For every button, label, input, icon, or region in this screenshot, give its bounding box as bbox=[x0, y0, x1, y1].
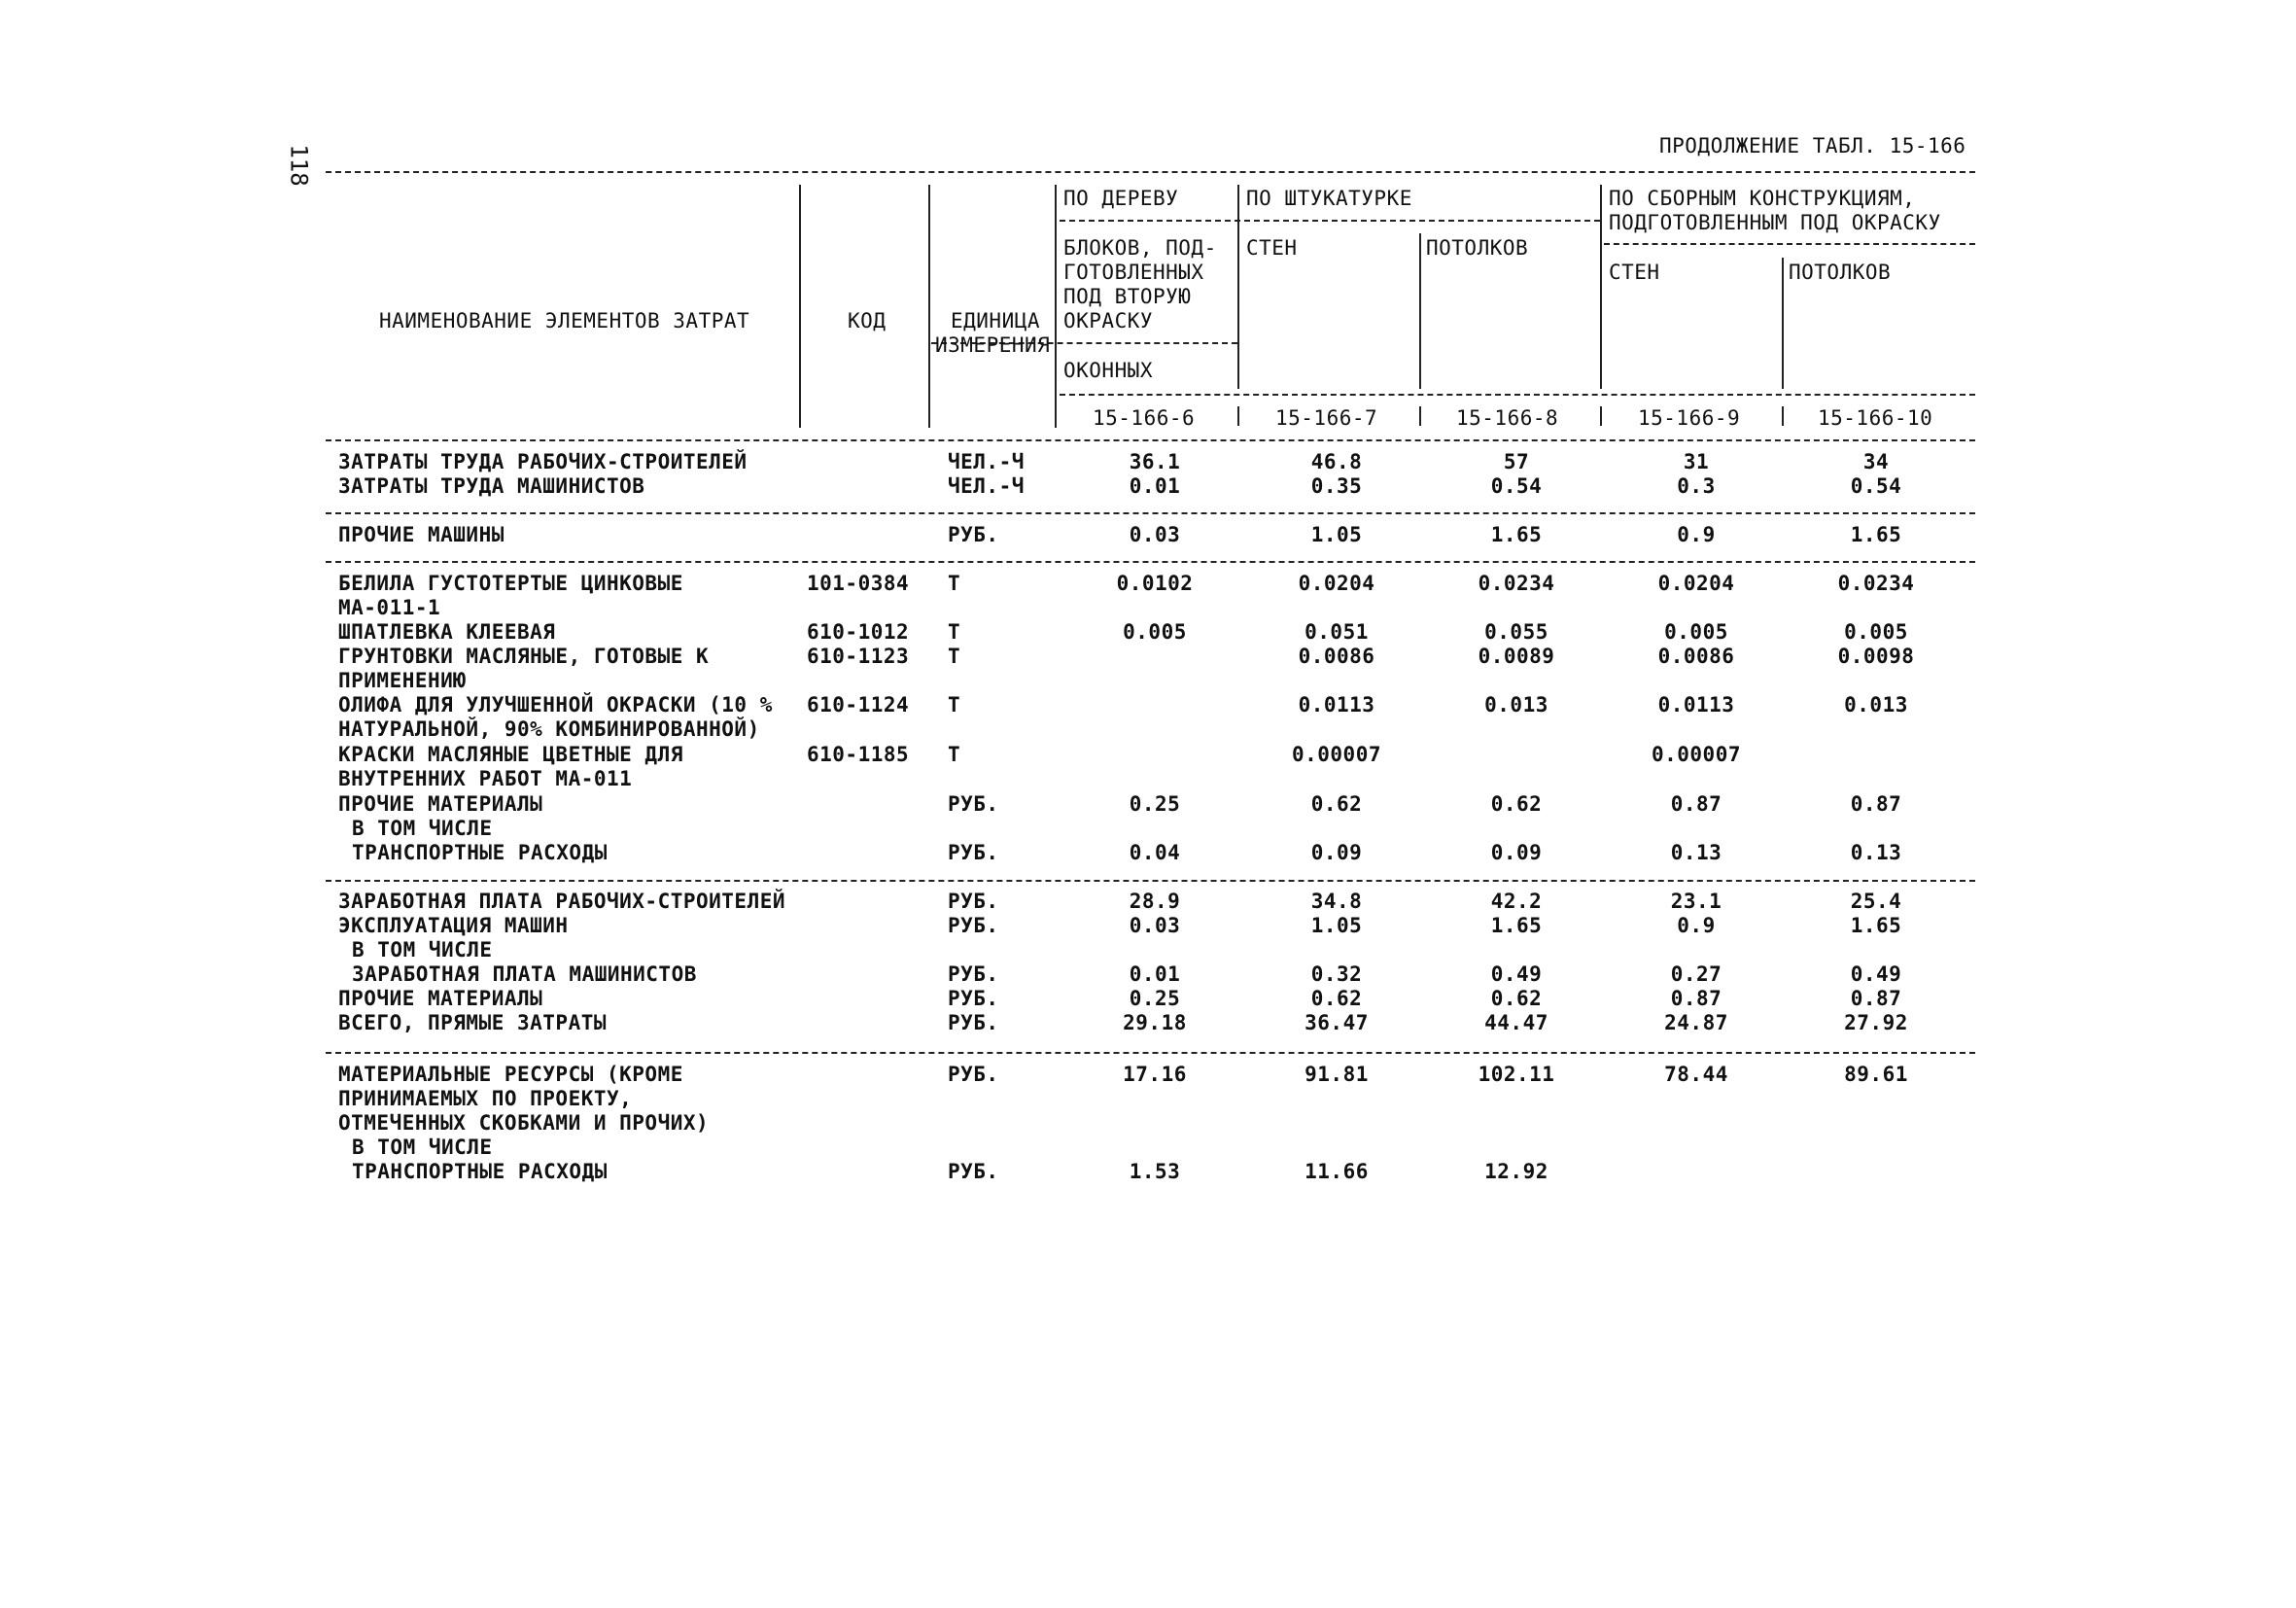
row-value: 0.25 bbox=[1129, 987, 1181, 1010]
row-value: 0.013 bbox=[1844, 693, 1908, 717]
row-value: 0.005 bbox=[1844, 620, 1908, 644]
row-value: 25.4 bbox=[1850, 890, 1902, 913]
row-name: ОТМЕЧЕННЫХ СКОБКАМИ И ПРОЧИХ) bbox=[338, 1111, 710, 1135]
row-value: 0.055 bbox=[1484, 620, 1548, 644]
row-value: 0.09 bbox=[1310, 841, 1363, 864]
row-value: 0.54 bbox=[1490, 474, 1543, 498]
header-prefab-2: ПОДГОТОВЛЕННЫМ ПОД ОКРАСКУ bbox=[1609, 211, 1941, 234]
row-value: 0.00007 bbox=[1291, 743, 1381, 766]
row-value: 46.8 bbox=[1310, 450, 1363, 473]
row-name: МА-011-1 bbox=[338, 596, 441, 619]
row-value: 36.47 bbox=[1305, 1011, 1369, 1034]
row-value: 0.0086 bbox=[1657, 645, 1735, 668]
row-unit: РУБ. bbox=[948, 792, 999, 816]
header-plaster-ceil: ПОТОЛКОВ bbox=[1426, 236, 1529, 260]
row-name: ЗАТРАТЫ ТРУДА РАБОЧИХ-СТРОИТЕЛЕЙ bbox=[338, 450, 748, 473]
row-unit: ЧЕЛ.-Ч bbox=[948, 474, 1025, 498]
row-name: ЗАТРАТЫ ТРУДА МАШИНИСТОВ bbox=[338, 474, 645, 498]
header-unit-2: ИЗМЕРЕНИЯ bbox=[935, 333, 1051, 357]
row-unit: Т bbox=[948, 620, 961, 644]
row-value: 102.11 bbox=[1478, 1063, 1555, 1086]
header-prefab-ceil: ПОТОЛКОВ bbox=[1789, 261, 1892, 284]
row-code: 101-0384 bbox=[807, 572, 910, 595]
row-value: 1.05 bbox=[1310, 523, 1363, 546]
row-value: 12.92 bbox=[1484, 1160, 1548, 1183]
row-value: 0.0102 bbox=[1116, 572, 1194, 595]
row-value: 0.01 bbox=[1129, 474, 1181, 498]
row-code: 610-1185 bbox=[807, 743, 910, 766]
row-name: В ТОМ ЧИСЛЕ bbox=[352, 817, 493, 840]
row-unit: Т bbox=[948, 645, 961, 668]
row-unit: РУБ. bbox=[948, 914, 999, 937]
header-wood: ПО ДЕРЕВУ bbox=[1063, 187, 1179, 210]
row-name: ПРОЧИЕ МАШИНЫ bbox=[338, 523, 504, 546]
row-value: 0.04 bbox=[1129, 841, 1181, 864]
row-unit: Т bbox=[948, 693, 961, 717]
header-divider bbox=[1782, 406, 1784, 426]
row-value: 0.13 bbox=[1850, 841, 1902, 864]
row-value: 17.16 bbox=[1123, 1063, 1187, 1086]
row-value: 0.87 bbox=[1670, 792, 1722, 816]
row-value: 0.62 bbox=[1310, 987, 1363, 1010]
header-code-col: 15-166-8 bbox=[1456, 406, 1559, 430]
row-unit: РУБ. bbox=[948, 890, 999, 913]
row-unit: РУБ. bbox=[948, 962, 999, 986]
row-value: 34.8 bbox=[1310, 890, 1363, 913]
row-value: 0.62 bbox=[1490, 987, 1543, 1010]
row-value: 91.81 bbox=[1305, 1063, 1369, 1086]
row-value: 57 bbox=[1503, 450, 1530, 473]
row-value: 0.013 bbox=[1484, 693, 1548, 717]
row-value: 0.0098 bbox=[1837, 645, 1915, 668]
page-number: 118 bbox=[285, 144, 313, 187]
row-value: 0.0113 bbox=[1298, 693, 1375, 717]
row-value: 0.49 bbox=[1490, 962, 1543, 986]
header-divider bbox=[1237, 185, 1239, 389]
row-value: 23.1 bbox=[1670, 890, 1722, 913]
row-value: 0.03 bbox=[1129, 523, 1181, 546]
header-plaster-walls: СТЕН bbox=[1246, 236, 1298, 260]
row-value: 29.18 bbox=[1123, 1011, 1187, 1034]
row-code: 610-1123 bbox=[807, 645, 910, 668]
row-value: 89.61 bbox=[1844, 1063, 1908, 1086]
row-value: 0.9 bbox=[1677, 523, 1716, 546]
header-code-col: 15-166-9 bbox=[1638, 406, 1741, 430]
header-divider bbox=[799, 185, 801, 428]
row-value: 0.49 bbox=[1850, 962, 1902, 986]
row-name: ГРУНТОВКИ МАСЛЯНЫЕ, ГОТОВЫЕ К bbox=[338, 645, 710, 668]
row-value: 0.005 bbox=[1123, 620, 1187, 644]
row-value: 27.92 bbox=[1844, 1011, 1908, 1034]
row-name: ЗАРАБОТНАЯ ПЛАТА МАШИНИСТОВ bbox=[352, 962, 697, 986]
row-value: 0.005 bbox=[1664, 620, 1728, 644]
row-value: 0.25 bbox=[1129, 792, 1181, 816]
header-divider bbox=[1782, 258, 1784, 389]
row-value: 28.9 bbox=[1129, 890, 1181, 913]
row-value: 0.03 bbox=[1129, 914, 1181, 937]
row-name: ТРАНСПОРТНЫЕ РАСХОДЫ bbox=[352, 1160, 608, 1183]
row-value: 0.0204 bbox=[1298, 572, 1375, 595]
row-name: ВСЕГО, ПРЯМЫЕ ЗАТРАТЫ bbox=[338, 1011, 608, 1034]
header-plaster: ПО ШТУКАТУРКЕ bbox=[1246, 187, 1412, 210]
row-name: МАТЕРИАЛЬНЫЕ РЕСУРСЫ (КРОМЕ bbox=[338, 1063, 683, 1086]
row-value: 24.87 bbox=[1664, 1011, 1728, 1034]
header-wood-sub: ГОТОВЛЕННЫХ bbox=[1063, 261, 1204, 284]
row-unit: Т bbox=[948, 743, 961, 766]
row-value: 1.65 bbox=[1490, 523, 1543, 546]
row-value: 44.47 bbox=[1484, 1011, 1548, 1034]
row-value: 11.66 bbox=[1305, 1160, 1369, 1183]
row-unit: РУБ. bbox=[948, 1011, 999, 1034]
row-value: 0.051 bbox=[1305, 620, 1369, 644]
row-unit: РУБ. bbox=[948, 841, 999, 864]
header-unit-1: ЕДИНИЦА bbox=[951, 309, 1041, 332]
row-name: ПРИМЕНЕНИЮ bbox=[338, 669, 467, 692]
row-value: 0.0089 bbox=[1478, 645, 1555, 668]
row-name: ПРИНИМАЕМЫХ ПО ПРОЕКТУ, bbox=[338, 1087, 633, 1110]
row-code: 610-1124 bbox=[807, 693, 910, 717]
section-rule bbox=[326, 512, 1975, 514]
row-name: ЗАРАБОТНАЯ ПЛАТА РАБОЧИХ-СТРОИТЕЛЕЙ bbox=[338, 890, 786, 913]
header-subrule bbox=[1060, 394, 1975, 396]
row-value: 1.65 bbox=[1850, 523, 1902, 546]
header-subrule bbox=[1060, 220, 1600, 222]
top-rule bbox=[326, 171, 1975, 173]
row-value: 0.0234 bbox=[1837, 572, 1915, 595]
row-value: 0.62 bbox=[1490, 792, 1543, 816]
header-name: НАИМЕНОВАНИЕ ЭЛЕМЕНТОВ ЗАТРАТ bbox=[379, 309, 750, 332]
header-divider bbox=[1237, 406, 1239, 426]
header-wood-sub2: ОКОННЫХ bbox=[1063, 359, 1154, 382]
row-name: ВНУТРЕННИХ РАБОТ МА-011 bbox=[338, 767, 633, 790]
continuation-title: ПРОДОЛЖЕНИЕ ТАБЛ. 15-166 bbox=[1659, 134, 1966, 157]
row-value: 1.53 bbox=[1129, 1160, 1181, 1183]
row-value: 0.87 bbox=[1850, 792, 1902, 816]
row-value: 0.87 bbox=[1850, 987, 1902, 1010]
header-divider bbox=[1600, 406, 1602, 426]
row-value: 0.01 bbox=[1129, 962, 1181, 986]
header-divider bbox=[1419, 233, 1421, 389]
row-value: 1.65 bbox=[1490, 914, 1543, 937]
row-value: 31 bbox=[1683, 450, 1710, 473]
row-value: 1.65 bbox=[1850, 914, 1902, 937]
row-value: 42.2 bbox=[1490, 890, 1543, 913]
row-value: 0.35 bbox=[1310, 474, 1363, 498]
row-value: 0.0234 bbox=[1478, 572, 1555, 595]
row-value: 0.0113 bbox=[1657, 693, 1735, 717]
header-divider bbox=[928, 185, 930, 428]
row-value: 78.44 bbox=[1664, 1063, 1728, 1086]
row-name: ПРОЧИЕ МАТЕРИАЛЫ bbox=[338, 987, 543, 1010]
row-name: В ТОМ ЧИСЛЕ bbox=[352, 938, 493, 961]
section-rule bbox=[326, 1052, 1975, 1054]
row-name: БЕЛИЛА ГУСТОТЕРТЫЕ ЦИНКОВЫЕ bbox=[338, 572, 683, 595]
header-wood-sub: ПОД ВТОРУЮ bbox=[1063, 285, 1192, 308]
header-code-col: 15-166-7 bbox=[1275, 406, 1378, 430]
row-name: ПРОЧИЕ МАТЕРИАЛЫ bbox=[338, 792, 543, 816]
header-divider bbox=[1419, 406, 1421, 426]
row-value: 0.54 bbox=[1850, 474, 1902, 498]
header-code-col: 15-166-10 bbox=[1818, 406, 1933, 430]
header-prefab-walls: СТЕН bbox=[1609, 261, 1660, 284]
row-unit: Т bbox=[948, 572, 961, 595]
header-divider bbox=[1055, 185, 1057, 428]
row-unit: РУБ. bbox=[948, 1160, 999, 1183]
row-name: КРАСКИ МАСЛЯНЫЕ ЦВЕТНЫЕ ДЛЯ bbox=[338, 743, 683, 766]
row-value: 0.87 bbox=[1670, 987, 1722, 1010]
row-unit: РУБ. bbox=[948, 987, 999, 1010]
row-value: 0.9 bbox=[1677, 914, 1716, 937]
row-value: 0.0086 bbox=[1298, 645, 1375, 668]
row-unit: РУБ. bbox=[948, 1063, 999, 1086]
row-value: 0.32 bbox=[1310, 962, 1363, 986]
row-unit: РУБ. bbox=[948, 523, 999, 546]
header-divider bbox=[1600, 185, 1602, 389]
row-value: 1.05 bbox=[1310, 914, 1363, 937]
row-name: ЭКСПЛУАТАЦИЯ МАШИН bbox=[338, 914, 569, 937]
header-wood-sub: БЛОКОВ, ПОД- bbox=[1063, 236, 1217, 260]
section-rule bbox=[326, 439, 1975, 441]
header-wood-sub: ОКРАСКУ bbox=[1063, 309, 1154, 332]
row-value: 0.62 bbox=[1310, 792, 1363, 816]
row-value: 36.1 bbox=[1129, 450, 1181, 473]
row-value: 0.0204 bbox=[1657, 572, 1735, 595]
row-name: В ТОМ ЧИСЛЕ bbox=[352, 1136, 493, 1159]
header-code: КОД bbox=[848, 309, 887, 332]
row-value: 34 bbox=[1862, 450, 1890, 473]
header-prefab-1: ПО СБОРНЫМ КОНСТРУКЦИЯМ, bbox=[1609, 187, 1916, 210]
header-subrule bbox=[1604, 243, 1975, 245]
row-name: ОЛИФА ДЛЯ УЛУЧШЕННОЙ ОКРАСКИ (10 % bbox=[338, 693, 773, 717]
row-name: ШПАТЛЕВКА КЛЕЕВАЯ bbox=[338, 620, 556, 644]
row-unit: ЧЕЛ.-Ч bbox=[948, 450, 1025, 473]
section-rule bbox=[326, 880, 1975, 882]
row-value: 0.13 bbox=[1670, 841, 1722, 864]
section-rule bbox=[326, 561, 1975, 563]
row-name: НАТУРАЛЬНОЙ, 90% КОМБИНИРОВАННОЙ) bbox=[338, 717, 760, 741]
header-code-col: 15-166-6 bbox=[1093, 406, 1196, 430]
row-code: 610-1012 bbox=[807, 620, 910, 644]
row-value: 0.27 bbox=[1670, 962, 1722, 986]
row-value: 0.00007 bbox=[1651, 743, 1741, 766]
row-value: 0.09 bbox=[1490, 841, 1543, 864]
row-name: ТРАНСПОРТНЫЕ РАСХОДЫ bbox=[352, 841, 608, 864]
row-value: 0.3 bbox=[1677, 474, 1716, 498]
